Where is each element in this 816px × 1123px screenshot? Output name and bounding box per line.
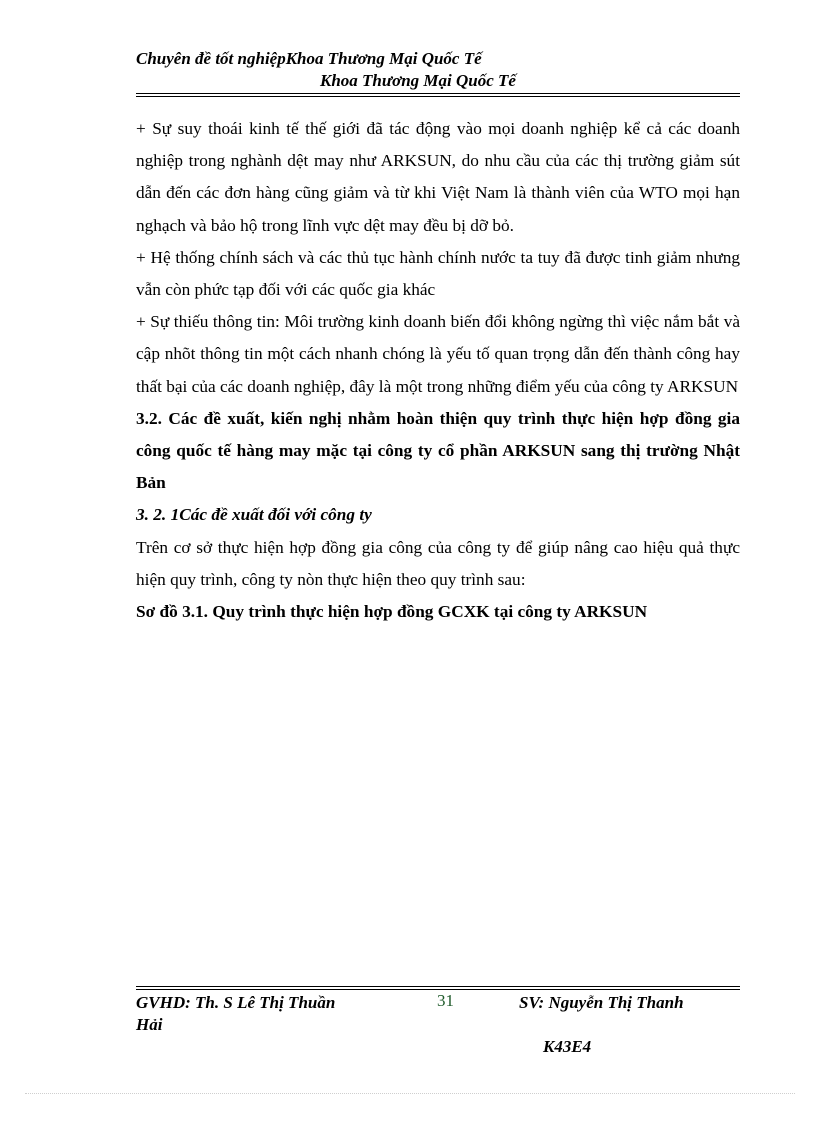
footer-advisor-name: GVHD: Th. S Lê Thị Thuần	[136, 993, 336, 1012]
footer-advisor-name-cont: Hải	[136, 1015, 163, 1034]
header-title-line1: Chuyên đề tốt nghiệpKhoa Thương Mại Quốc Tế	[136, 49, 482, 68]
document-body	[136, 113, 740, 628]
page-number: 31	[437, 991, 454, 1010]
paragraph-policy-system: + Hệ thống chính sách và các thủ tục hành chính nước ta tuy đã được tinh giảm nhưng vẫn còn phức tạp đối với các quốc gia khác	[136, 247, 740, 300]
subsection-heading: 3. 2. 1Các đề xuất đối với công ty	[136, 505, 372, 525]
footer-student-class: K43E4	[543, 1037, 592, 1056]
footer-student-name: SV: Nguyễn Thị Thanh	[519, 993, 684, 1012]
paragraph-lack-of-information: + Sự thiếu thông tin: Môi trường kinh doanh biến đổi không ngừng thì việc nắm bắt và cập nhõt thông tin một cách nhanh chóng là yếu tố quan trọng dẫn đến thành công hay thất bại của các doanh nghiệp, đây là một trong những điểm yếu của công ty ARKSUN	[136, 312, 740, 396]
header-rule-thick	[136, 93, 740, 94]
section-heading: 3.2. Các đề xuất, kiến nghị nhằm hoàn thiện quy trình thực hiện hợp đồng gia công quốc tế hàng may mặc tại công ty cổ phần ARKSUN sang thị trường Nhật Bản	[136, 408, 740, 493]
footer-rule-thin	[136, 986, 740, 987]
header-rule-thin	[136, 96, 740, 97]
footer-rule-thick	[136, 989, 740, 990]
paragraph-economic-downturn: + Sự suy thoái kinh tế thế giới đã tác động vào mọi doanh nghiệp kể cả các doanh nghiệp trong nghành dệt may như ARKSUN, do nhu cầu của các thị trường giảm sút dẫn đến các đơn hàng cũng giảm và từ khi Việt Nam là thành viên của WTO mọi hạn nghạch và bảo hộ trong lĩnh vực dệt may đều bị dỡ bỏ.	[136, 119, 740, 235]
page-edge-divider	[25, 1093, 795, 1094]
intro-paragraph: Trên cơ sở thực hiện hợp đồng gia công của công ty để giúp nâng cao hiệu quả thực hiện quy trình, công ty nòn thực hiện theo quy trình sau:	[136, 537, 740, 589]
diagram-caption: Sơ đồ 3.1. Quy trình thực hiện hợp đồng GCXK tại công ty ARKSUN	[136, 602, 648, 622]
header-title-line2: Khoa Thương Mại Quốc Tế	[320, 71, 516, 90]
